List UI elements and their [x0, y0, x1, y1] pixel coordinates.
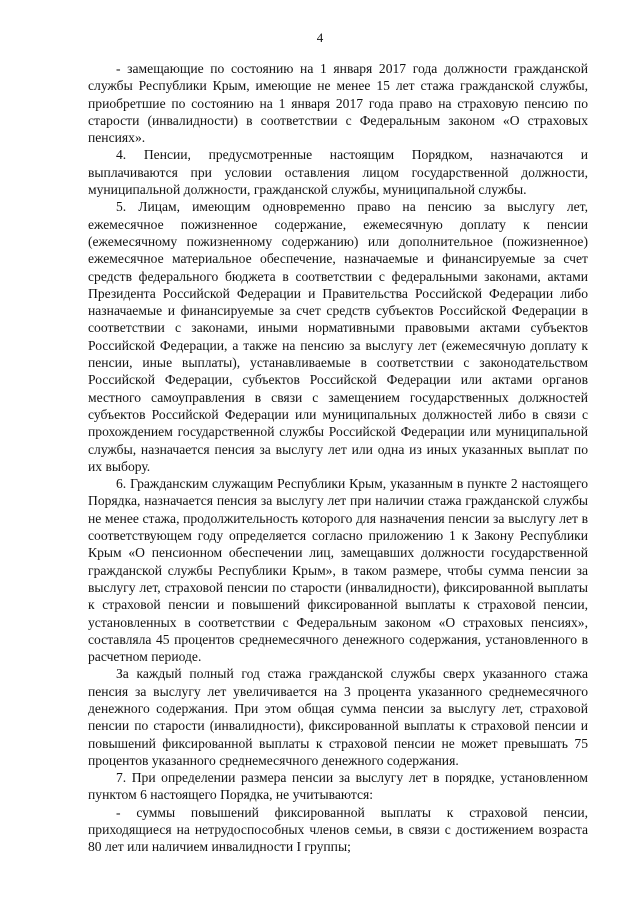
- paragraph-5: За каждый полный год стажа гражданской службы сверх указанного стажа пенсия за выслугу лет увеличивается на 3 процента указанного среднемесячного денежного содержания. При этом общая сумма пенсии за выслугу лет, страховой пенсии по старости (инвалидности), фиксированной выплаты к страховой пенсии и повышений фиксированной выплаты к страховой пенсии не может превышать 75 процентов указанного среднемесячного денежного содержания.: [88, 666, 588, 768]
- page-number: 4: [316, 30, 324, 45]
- paragraph-7: - суммы повышений фиксированной выплаты к страховой пенсии, приходящиеся на нетрудоспособных членов семьи, в связи с достижением возраста 80 лет или наличием инвалидности I группы;: [88, 804, 588, 855]
- paragraph-4: 6. Гражданским служащим Республики Крым, указанным в пункте 2 настоящего Порядка, назначается пенсия за выслугу лет при наличии стажа гражданской службы не менее стажа, продолжительность которого для назначения пенсии за выслугу лет в соответствующем году определяется согласно приложению 1 к Закону Республики Крым «О пенсионном обеспечении лиц, замещавших должности государственной гражданской службы Республики Крым», в таком размере, чтобы сумма пенсии за выслугу лет, страховой пенсии по старости (инвалидности), фиксированной выплаты к страховой пенсии и повышений фиксированной выплаты к страховой пенсии, установленных в соответствии с Федеральным законом «О страховых пенсиях», составляла 45 процентов среднемесячного денежного содержания, установленного в расчетном периоде.: [88, 476, 588, 665]
- paragraph-2: 4. Пенсии, предусмотренные настоящим Порядком, назначаются и выплачиваются при условии оставления лицом государственной должности, муниципальной должности, гражданской службы, муниципальной службы.: [88, 147, 588, 198]
- paragraph-3: 5. Лицам, имеющим одновременно право на пенсию за выслугу лет, ежемесячное пожизненное содержание, ежемесячную доплату к пенсии (ежемесячному пожизненному содержанию) или дополнительное (пожизненное) ежемесячное материальное обеспечение, назначаемые и финансируемые за счет средств федерального бюджета в соответствии с федеральными законами, актами Президента Российской Федерации и Правительства Российской Федерации либо назначаемые и финансируемые за счет средств субъектов Российской Федерации в соответствии с законами, иными нормативными правовыми актами субъектов Российской Федерации, а также на пенсию за выслугу лет (ежемесячную доплату к пенсии, иные выплаты), устанавливаемые в соответствии с законодательством Российской Федерации, субъектов Российской Федерации или актами органов местного самоуправления в связи с замещением государственных должностей субъектов Российской Федерации или муниципальных должностей либо в связи с прохождением государственной службы Российской Федерации или муниципальной службы, назначается пенсия за выслугу лет или одна из иных указанных выплат по их выбору.: [88, 199, 588, 474]
- document-body: [88, 60, 588, 856]
- paragraph-1: - замещающие по состоянию на 1 января 2017 года должности гражданской службы Республики Крым, имеющие не менее 15 лет стажа гражданской службы, приобретшие по состоянию на 1 января 2017 года право на страховую пенсию по старости (инвалидности) в соответствии с Федеральным законом «О страховых пенсиях».: [88, 61, 588, 146]
- paragraph-6: 7. При определении размера пенсии за выслугу лет в порядке, установленном пунктом 6 настоящего Порядка, не учитываются:: [88, 770, 588, 803]
